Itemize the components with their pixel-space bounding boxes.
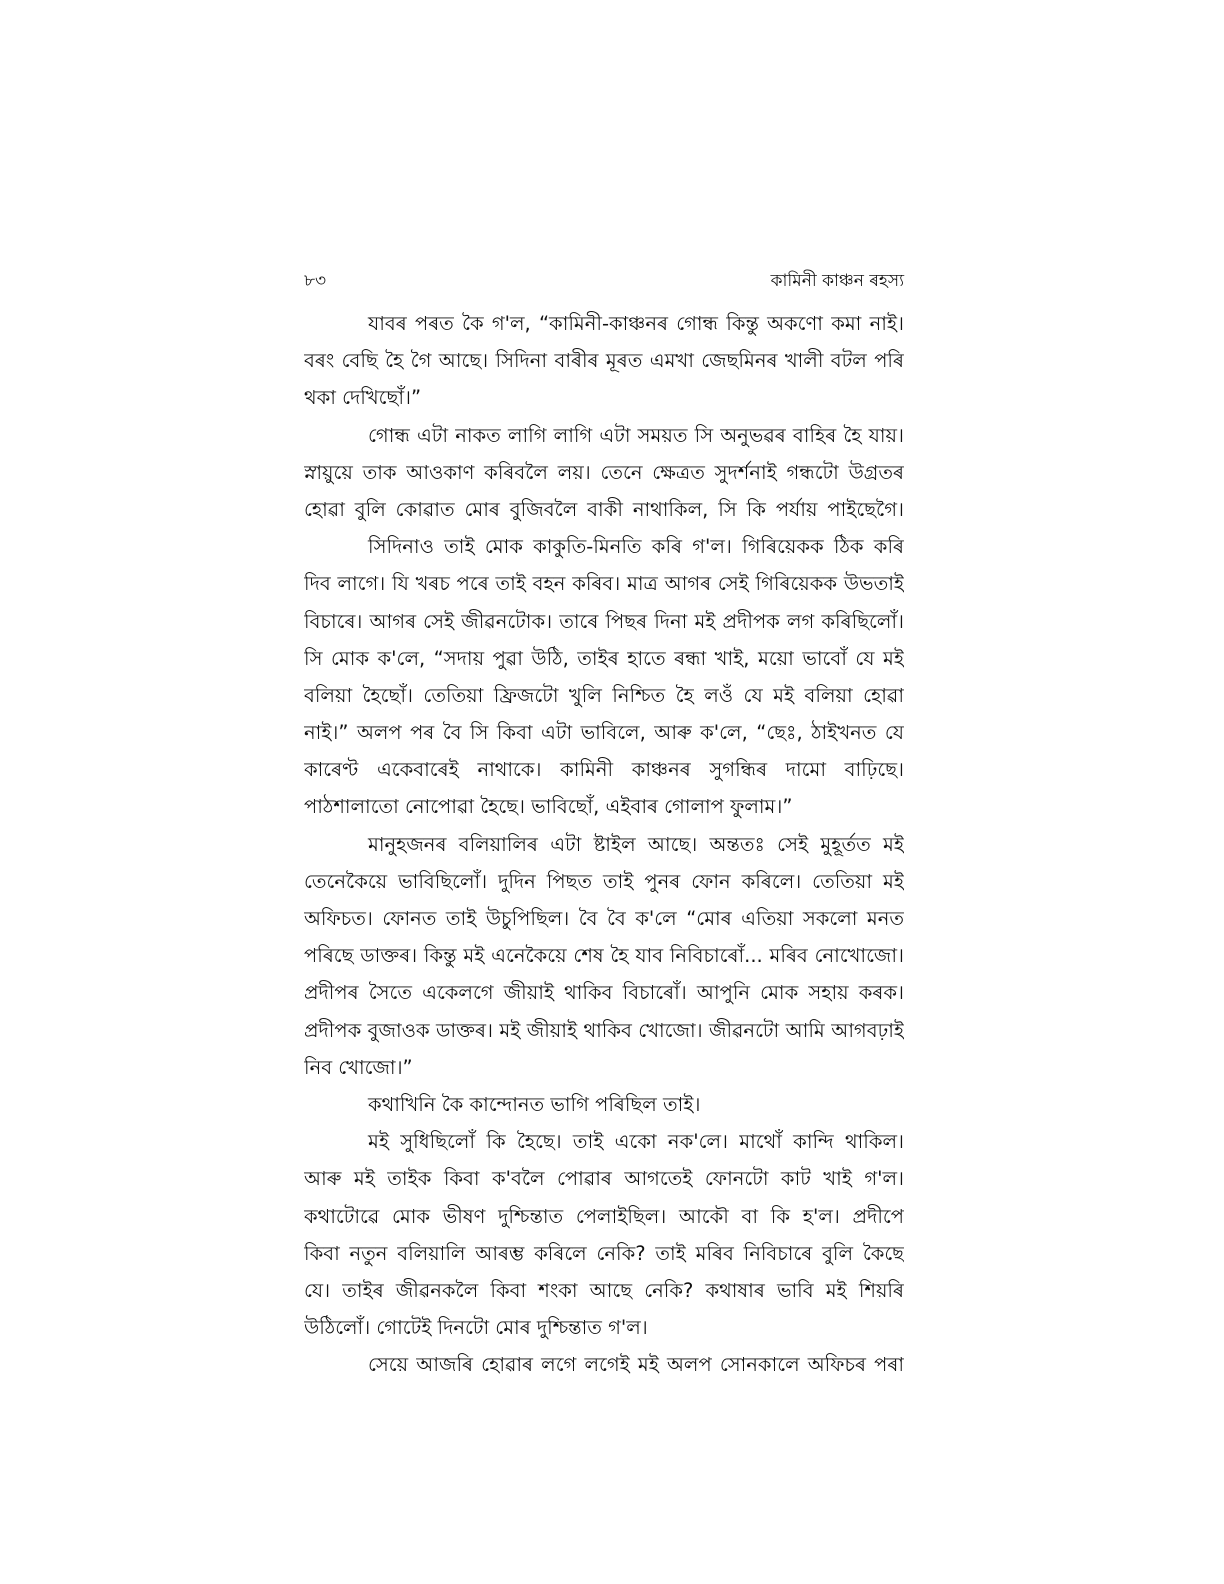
text-line: যাবৰ পৰত কৈ গ'ল, “কামিনী-কাঞ্চনৰ গোন্ধ কিন্তু অকণো কমা নাই। <box>368 312 904 335</box>
text-line: গোন্ধ এটা নাকত লাগি লাগি এটা সময়ত সি অনুভৱৰ বাহিৰ হৈ যায়। <box>368 423 904 447</box>
page-header <box>304 268 904 292</box>
text-line: পাঠশালাতো নোপোৱা হৈছে। ভাবিছোঁ, এইবাৰ গোলাপ ফুলাম।” <box>304 795 793 819</box>
text-line: হোৱা বুলি কোৱাত মোৰ বুজিবলৈ বাকী নাথাকিল, সি কি পৰ্যায় পাইছেগৈ। <box>304 497 904 521</box>
text-line: মই সুধিছিলোঁ কি হৈছে। তাই একো নক'লে। মাথোঁ কান্দি থাকিল। <box>368 1130 904 1154</box>
text-line: প্ৰদীপৰ সৈতে একেলগে জীয়াই থাকিব বিচাৰোঁ। আপুনি মোক সহায় কৰক। <box>304 981 904 1005</box>
text-line: বলিয়া হৈছোঁ। তেতিয়া ফ্ৰিজটো খুলি নিশ্চিত হৈ লওঁ যে মই বলিয়া হোৱা <box>304 683 904 707</box>
text-line: নাই।” অলপ পৰ বৈ সি কিবা এটা ভাবিলে, আৰু ক'লে, “ছেঃ, ঠাইখনত যে <box>304 721 904 745</box>
text-line: উঠিলোঁ। গোটেই দিনটো মোৰ দুশ্চিন্তাত গ'ল। <box>304 1316 648 1340</box>
text-line: সিদিনাও তাই মোক কাকুতি-মিনতি কৰি গ'ল। গিৰিয়েকক ঠিক কৰি <box>368 535 904 559</box>
text-line: দিব লাগে। যি খৰচ পৰে তাই বহন কৰিব। মাত্ৰ আগৰ সেই গিৰিয়েকক উভতাই <box>304 572 904 596</box>
text-line: সি মোক ক'লে, “সদায় পুৱা উঠি, তাইৰ হাতে ৰন্ধা খাই, ময়ো ভাবোঁ যে মই <box>304 646 904 670</box>
running-title: কামিনী কাঞ্চন ৰহস্য <box>770 271 904 291</box>
text-line: যে। তাইৰ জীৱনকলৈ কিবা শংকা আছে নেকি? কথাষাৰ ভাবি মই শিয়ৰি <box>304 1278 904 1302</box>
text-line: স্নায়ুয়ে তাক আওকাণ কৰিবলৈ লয়। তেনে ক্ষেত্ৰত সুদৰ্শনাই গন্ধটো উগ্ৰতৰ <box>304 460 904 484</box>
text-line: কথাখিনি কৈ কান্দোনত ভাগি পৰিছিল তাই। <box>368 1092 701 1116</box>
text-line: প্ৰদীপক বুজাওক ডাক্তৰ। মই জীয়াই থাকিব খোজো। জীৱনটো আমি আগবঢ়াই <box>304 1018 904 1042</box>
body-text <box>304 305 904 1383</box>
text-line: কাৰেণ্ট একেবাৰেই নাথাকে। কামিনী কাঞ্চনৰ সুগন্ধিৰ দামো বাঢ়িছে। <box>304 758 904 782</box>
text-line: অফিচত। ফোনত তাই উচুপিছিল। বৈ বৈ ক'লে “মোৰ এতিয়া সকলো মনত <box>304 907 904 930</box>
text-line: পৰিছে ডাক্তৰ। কিন্তু মই এনেকৈয়ে শেষ হৈ যাব নিবিচাৰোঁ... মৰিব নোখোজো। <box>304 944 904 968</box>
text-line: নিব খোজো।” <box>304 1055 413 1079</box>
text-line: কিবা নতুন বলিয়ালি আৰম্ভ কৰিলে নেকি? তাই মৰিব নিবিচাৰে বুলি কৈছে <box>304 1241 904 1265</box>
text-line: আৰু মই তাইক কিবা ক'বলৈ পোৱাৰ আগতেই ফোনটো কাট খাই গ'ল। <box>304 1167 904 1191</box>
text-line: বৰং বেছি হৈ গৈ আছে। সিদিনা বাৰীৰ মূৰত এমখা জেছমিনৰ খালী বটল পৰি <box>304 349 904 373</box>
text-line: মানুহজনৰ বলিয়ালিৰ এটা ষ্টাইল আছে। অন্ততঃ সেই মুহূৰ্তত মই <box>368 832 904 856</box>
text-line: সেয়ে আজৰি হোৱাৰ লগে লগেই মই অলপ সোনকালে অফিচৰ পৰা <box>368 1353 904 1377</box>
text-line: তেনেকৈয়ে ভাবিছিলোঁ। দুদিন পিছত তাই পুনৰ ফোন কৰিলে। তেতিয়া মই <box>304 869 904 893</box>
page-number: ৮৩ <box>304 271 327 291</box>
text-line: বিচাৰে। আগৰ সেই জীৱনটোক। তাৰে পিছৰ দিনা মই প্ৰদীপক লগ কৰিছিলোঁ। <box>304 609 904 633</box>
text-line: কথাটোৱে মোক ভীষণ দুশ্চিন্তাত পেলাইছিল। আকৌ বা কি হ'ল। প্ৰদীপে <box>304 1204 904 1228</box>
text-line: থকা দেখিছোঁ।” <box>304 386 422 410</box>
